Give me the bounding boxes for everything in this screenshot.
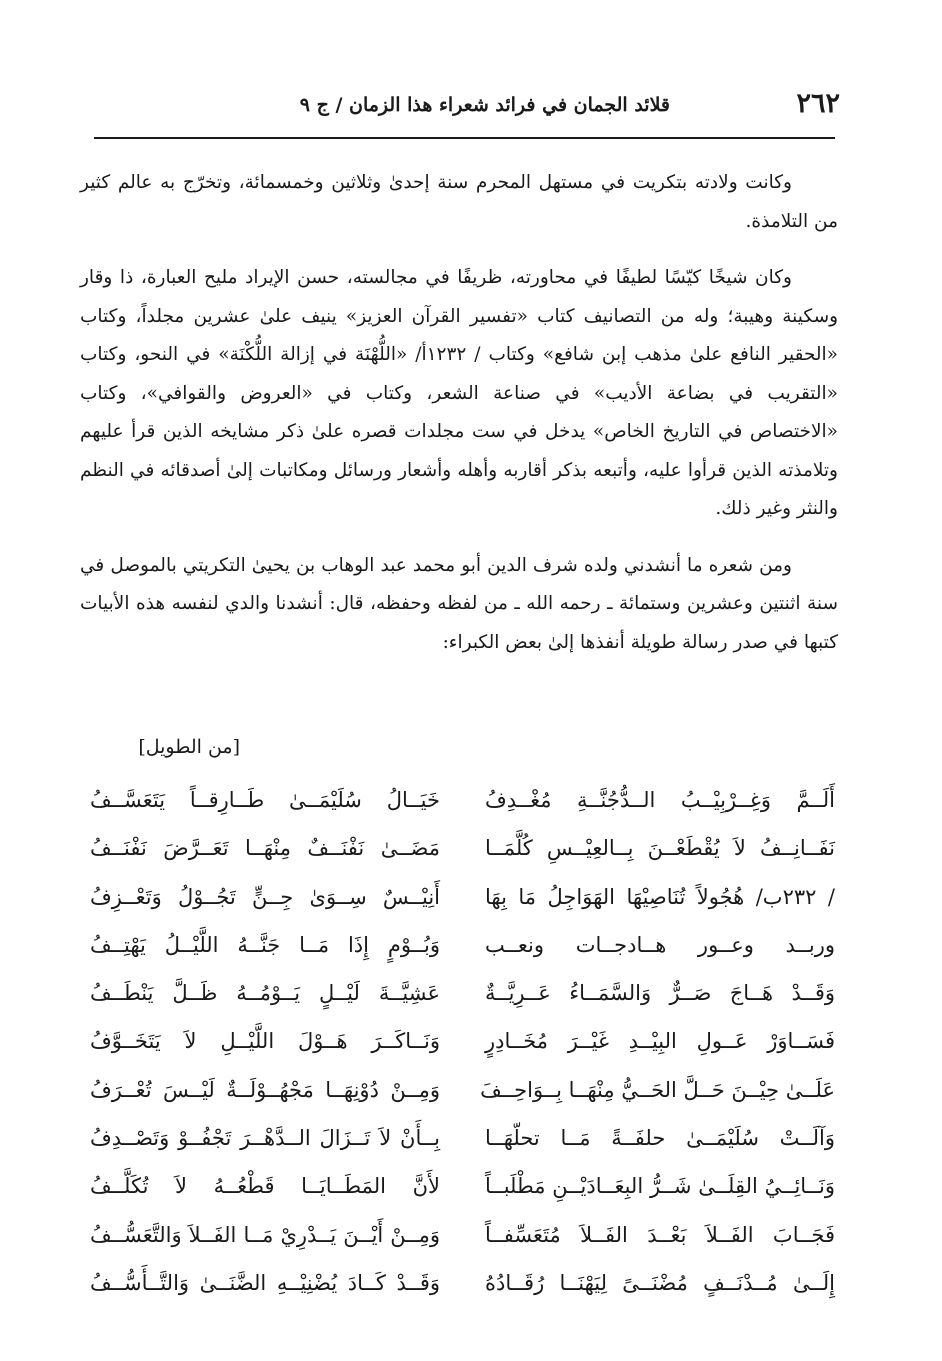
verse-second-hemistich: خَيَــالُ سُلَيْمَــىٰ طَــارِقــاً يَتَعَسَّــفُ [90,788,440,812]
poem-verses [90,780,835,1311]
body-text [80,164,838,680]
paragraph-works: وكان شيخًا كيّسًا لطيفًا في محاورته، ظريفًا في مجالسته، حسن الإيراد مليح العبارة، ذا وقار وسكينة وهيبة؛ وله من التصانيف كتاب «تفسير القرآن العزيز» ينيف علىٰ عشرين مجلداً، وكتاب «الحقير النافع علىٰ مذهب إبن شافع» وكتاب / ١٢٣٢أ/ «اللُّهْنَة في إزالة اللُّكْنَة» في النحو، وكتاب «التقريب في بضاعة الأديب» في صناعة الشعر، وكتاب في «العروض والقوافي»، وكتاب «الاختصاص في التاريخ الخاص» يدخل في ست مجلدات قصره علىٰ ذكر مشايخه الذين قرأ عليهم وتلامذته الذين قرأوا عليه، وأتبعه بذكر أقاربه وأهله وأشعار ورسائل ومكاتبات إلىٰ أصدقائه في النظم والنثر وغير ذلك. [80,267,838,519]
verse-second-hemistich: لأَنَّ المَطَــايَــا قَطْعُــهُ لاَ تُكَلَّــفُ [90,1174,440,1199]
verse-first-hemistich: نَفَــانِــفُ لاَ يُقْطَعْــنَ بِــالعِيْــسِ كُلَّمَــا [485,836,835,861]
paragraph-poem-intro: ومن شعره ما أنشدني ولده شرف الدين أبو محمد عبد الوهاب بن يحيىٰ التكريتي بالموصل في سنة اثنتين وعشرين وستمائة ـ رحمه الله ـ من لفظه وحفظه، قال: أنشدنا والدي لنفسه هذه الأبيات كتبها في صدر رسالة طويلة أنفذها إلىٰ بعض الكبراء: [80,554,838,653]
verse-second-hemistich: عَشِيَّــةَ لَيْــلٍ يَــوْمُــهُ ظَــلَّ يَنْطَــفُ [90,981,440,1006]
verse-first-hemistich: فَسَــاوَرْ عَــولِ البِيْــدِ غَيْــرَ مُخَــادِرٍ [485,1029,835,1054]
poem-meter: [من الطويل] [138,736,240,758]
verse-second-hemistich: وَقَــدْ كَــادَ يُضْنِيْــهِ الضَّنَــىٰ وَالتَّــأَسُّــفُ [90,1270,440,1295]
running-title: قلائد الجمان في فرائد شعراء هذا الزمان / ج ٩ [299,94,670,116]
verse-first-hemistich: وَقَــدْ هَــاجَ صَــرٌّ وَالسَّمَــاءُ عَــرِيَّــةٌ [485,981,835,1006]
verse-second-hemistich: وَنَــاكَــرَ هَــوْلَ اللَّيْــلِ لاَ يَتَخَــوَّفُ [90,1029,440,1054]
page-number: ٢٦٢ [796,88,840,119]
verse-line [90,780,835,828]
verse-first-hemistich: وَآلَــتْ سُلَيْمَــىٰ حلفَــةً مَــا تحلّهَــا [485,1126,835,1151]
verse-second-hemistich: وَمِــنْ أَيْــنَ يَــدْرِيْ مَــا الفَــلاَ وَالتَّعَسُّــفُ [90,1222,440,1247]
verse-first-hemistich: وربــد وعــور هــادجــات ونعــب [485,932,835,957]
verse-line [90,877,835,925]
paragraph-birth: وكانت ولادته بتكريت في مستهل المحرم سنة إحدىٰ وثلاثين وخمسمائة، وتخرّج به عالم كثير من التلامذة. [80,172,838,232]
verse-second-hemistich: وَبُــوْمٍ إِذَا مَــا جَنَّــهُ اللَّيْــلُ يَهْتِــفُ [90,932,440,957]
header-rule [94,137,835,139]
verse-second-hemistich: مَضَــىٰ نَفْنَــفٌ مِنْهَــا تَعَــرَّضَ نَفْنَــفُ [90,836,440,861]
verse-line [90,973,835,1021]
verse-line [90,925,835,973]
verse-second-hemistich: وَمِــنْ دُوْنِهَــا مَجْهُــوْلَــةٌ لَيْــسَ تُعْــرَفُ [90,1077,440,1102]
verse-first-hemistich: عَلَــىٰ حِيْــنَ حَــلَّ الحَــيُّ مِنْهَــا بِــوَاحِــفَ [480,1077,835,1102]
verse-first-hemistich: فَجَــابَ الفَــلاَ بَعْــدَ الفَــلاَ مُتَعَسِّفــاً [485,1222,835,1247]
verse-first-hemistich: وَنَــائِــيُ القِلَــىٰ شَــرُّ البِعَــادَيْــنِ مَطْلَبــاً [485,1174,835,1199]
verse-line [90,1166,835,1214]
verse-second-hemistich: بِــأَنْ لاَ تَــزَالَ الــدَّهْــرَ تَجْفُــوْ وَتَصْــدِفُ [90,1126,440,1151]
verse-first-hemistich: / ٢٣٢ب/ هُجُولاً تُنَاصِيْهَا الهَوَاجِلُ مَا بِهَا [485,884,835,909]
verse-line [90,1118,835,1166]
verse-line [90,1215,835,1263]
verse-first-hemistich: أَلَــمَّ وَغِــرْبِيْــبُ الــدُّجُنَّــةِ مُغْــدِفُ [485,788,835,812]
verse-line [90,1021,835,1069]
verse-line [90,1263,835,1311]
verse-first-hemistich: إِلَــىٰ مُــدْنَــفٍ مُضْنَــىً لِيَهْنَــا رُقَــادُهُ [485,1270,835,1295]
page-header [94,84,840,128]
verse-line [90,1070,835,1118]
verse-line [90,828,835,876]
verse-second-hemistich: أَنِيْــسٌ سِــوَىٰ جِــنٍّ تَجُــوْلُ وَتَعْــزِفُ [90,884,440,909]
